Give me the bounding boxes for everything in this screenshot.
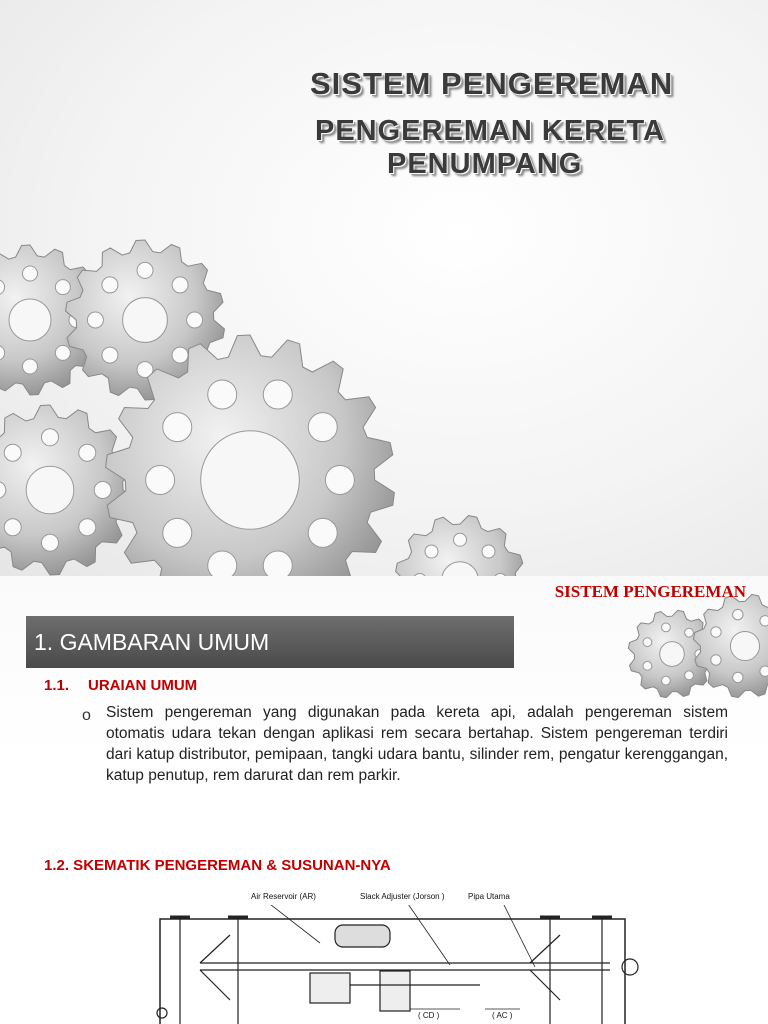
subsection-1-title: URAIAN UMUM	[88, 677, 198, 694]
leader-pipa-utama	[502, 905, 535, 967]
leader-air-reservoir	[266, 905, 320, 943]
content-slide	[0, 576, 768, 1024]
gear-3	[0, 405, 135, 575]
label-cd: ( CD )	[418, 1011, 440, 1020]
label-air-reservoir: Air Reservoir (AR)	[251, 892, 316, 901]
title-line-3: PENUMPANG	[387, 148, 583, 180]
bullet-marker: o	[82, 707, 91, 724]
brake-schematic-diagram	[150, 905, 670, 1024]
leader-slack-adjuster	[406, 905, 450, 965]
air-reservoir-tank	[335, 925, 390, 947]
subsection-1-heading	[44, 677, 197, 694]
section-title: 1. GAMBARAN UMUM	[34, 629, 270, 655]
brake-cylinder	[380, 971, 410, 1011]
label-slack-adjuster: Slack Adjuster (Jorson )	[360, 892, 445, 901]
end-cock-left	[157, 1008, 167, 1018]
title-line-1: SISTEM PENGEREMAN	[310, 66, 674, 101]
subsection-1-number: 1.1.	[44, 677, 70, 694]
overview-paragraph: Sistem pengereman yang digunakan pada kereta api, adalah pengereman sistem otomatis udara tekan dengan aplikasi rem secara bertahap. Sistem pengereman terdiri dari katup distributor, pemipaan, tangki udara bantu, silinder rem, pengatur kerenggangan, katup penutup, rem darurat dan rem parkir.	[106, 704, 728, 784]
subsection-2-heading: 1.2. SKEMATIK PENGEREMAN & SUSUNAN-NYA	[44, 857, 391, 874]
header-brand: SISTEM PENGEREMAN	[554, 582, 746, 601]
distributor-valve	[310, 973, 350, 1003]
label-ac: ( AC )	[492, 1011, 513, 1020]
label-pipa-utama: Pipa Utama	[468, 892, 510, 901]
gear-5	[396, 516, 525, 576]
section-header-box	[26, 616, 514, 668]
title-line-2: PENGEREMAN KERETA	[315, 115, 665, 147]
